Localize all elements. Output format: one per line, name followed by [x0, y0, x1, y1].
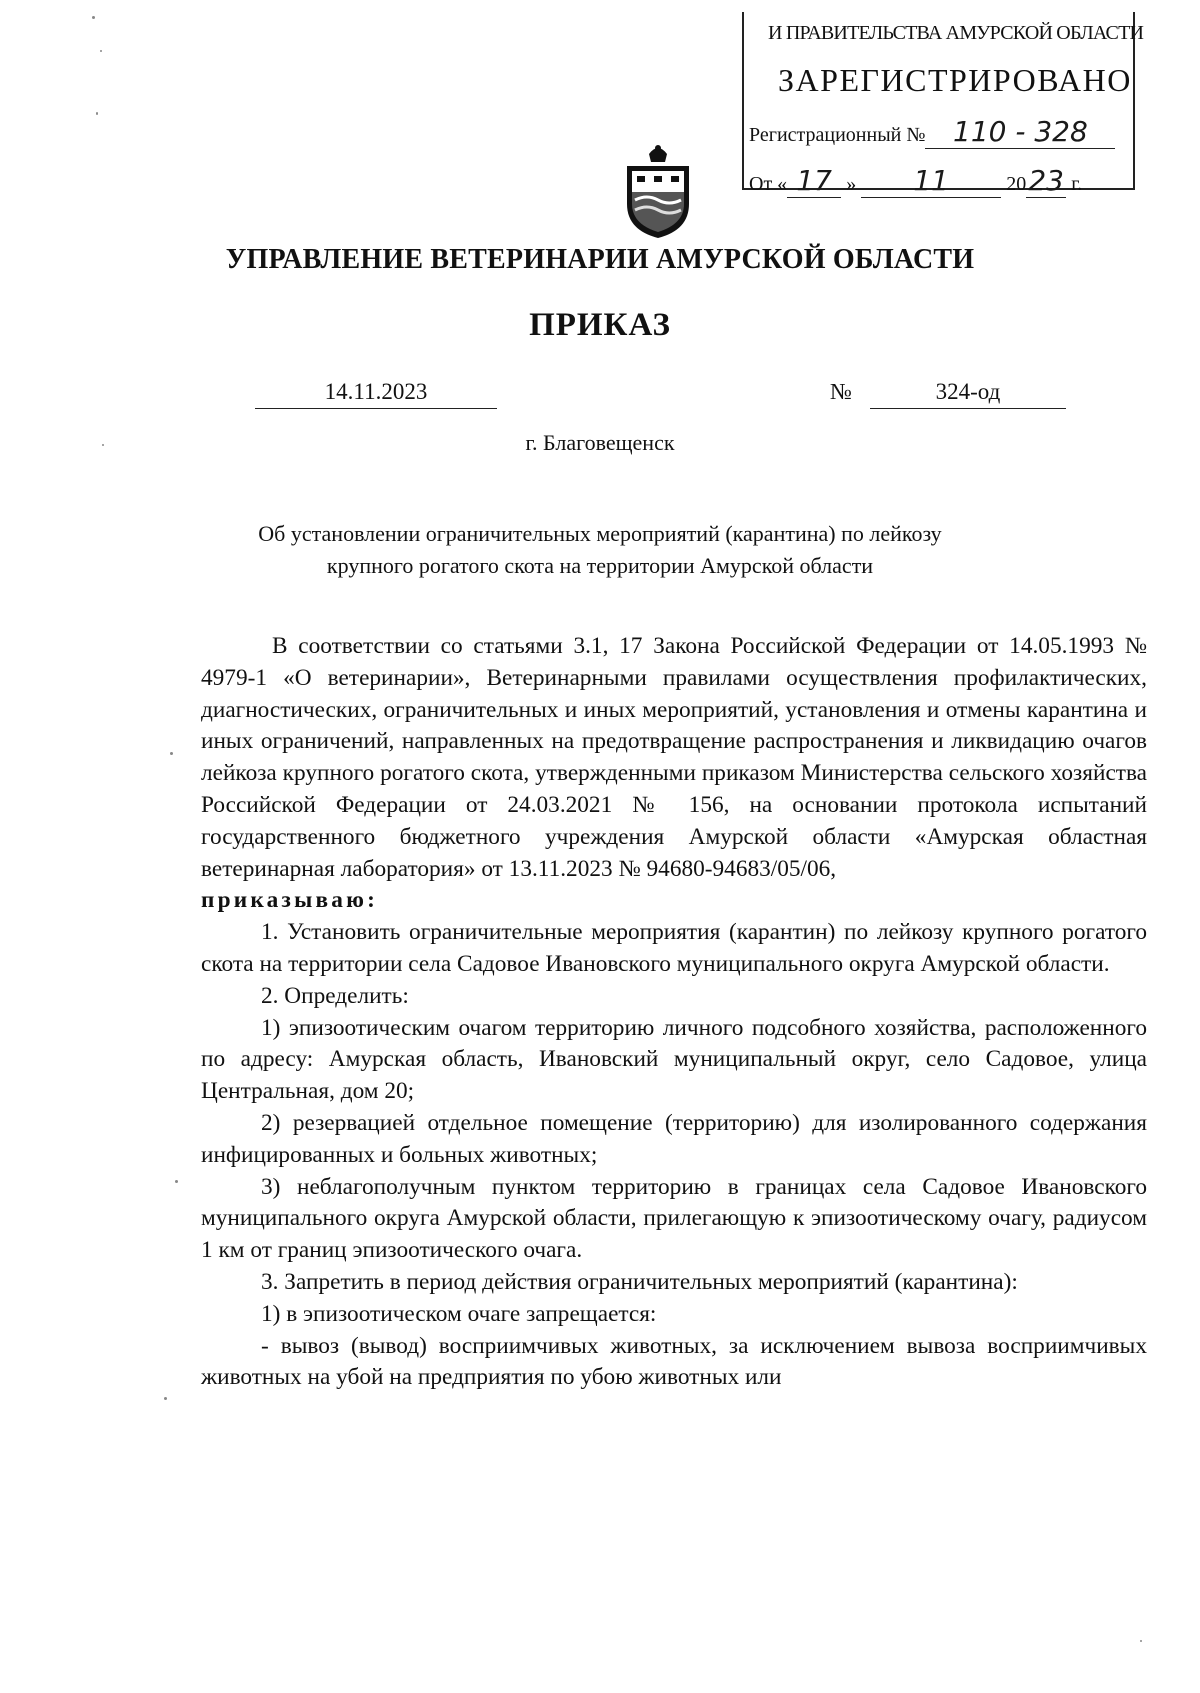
subject-line-1: Об установлении ограничительных мероприятий (карантина) по лейкозу [258, 521, 942, 546]
clause-3-1: 1) в эпизоотическом очаге запрещается: [261, 1300, 657, 1327]
clause-2: 2. Определить: [261, 982, 409, 1009]
stamp-reg-number-line [749, 115, 1115, 149]
preamble-paragraph: В соответствии со статьями 3.1, 17 Закона Российской Федерации от 14.05.1993 № 4979-1 «О ветеринарии», Ветеринарными правилами осуществления профилактических, диагностических, ограничительных и иных мероприятий, установления и отмены карантина и иных ограничений, направленных на предотвращение распространения и ликвидацию очагов лейкоза крупного рогатого скота, утвержденными приказом Министерства сельского хозяйства Российской Федерации от 24.03.2021 № 156, на основании протокола испытаний государственного бюджетного учреждения Амурской области «Амурская областная ветеринарная лаборатория» от 13.11.2023 № 94680-94683/05/06, [201, 633, 1147, 882]
stamp-status: ЗАРЕГИСТРИРОВАНО [778, 62, 1132, 98]
scan-speck [164, 1397, 167, 1400]
stamp-date-line [749, 164, 1129, 198]
scan-speck [102, 444, 104, 446]
agency-name: УПРАВЛЕНИЕ ВЕТЕРИНАРИИ АМУРСКОЙ ОБЛАСТИ [225, 244, 975, 275]
scan-speck [170, 752, 173, 755]
order-date: 14.11.2023 [255, 379, 497, 409]
scan-speck [175, 1180, 178, 1183]
stamp-organization: И ПРАВИТЕЛЬСТВА АМУРСКОЙ ОБЛАСТИ [768, 22, 1144, 44]
order-verb: приказываю: [201, 887, 379, 914]
stamp-reg-label: Регистрационный № [749, 124, 926, 146]
clause-2-2: 2) резервацией отдельное помещение (территорию) для изолированного содержания инфицированных и больных животных; [201, 1109, 1147, 1168]
city: г. Благовещенск [525, 430, 675, 455]
stamp-date-mid: » [846, 173, 857, 195]
order-body [201, 631, 1147, 1394]
document-type: ПРИКАЗ [529, 307, 671, 343]
stamp-year-suffix: 23 [1028, 164, 1064, 197]
stamp-date-day: 17 [796, 164, 832, 197]
clause-3: 3. Запретить в период действия ограничительных мероприятий (карантина): [261, 1268, 1018, 1295]
scan-speck [100, 50, 102, 52]
clause-2-3: 3) неблагополучным пунктом территорию в границах села Садовое Ивановского муниципального округа Амурской области, прилегающую к эпизоотическому очагу, радиусом 1 км от границ эпизоотического очага. [201, 1173, 1147, 1264]
order-subject [0, 518, 1200, 582]
scan-speck [1140, 1640, 1142, 1642]
scan-speck [92, 16, 95, 19]
clause-2-1: 1) эпизоотическим очагом территорию личного подсобного хозяйства, расположенного по адресу: Амурская область, Ивановский муниципальный округ, село Садовое, улица Центральная, дом 20; [201, 1014, 1147, 1105]
clause-3-1-a: - вывоз (вывод) восприимчивых животных, за исключением вывоза восприимчивых животных на убой на предприятия по убою животных или [201, 1332, 1147, 1391]
stamp-year-unit: г. [1071, 173, 1083, 195]
clause-1: 1. Установить ограничительные мероприятия (карантин) по лейкозу крупного рогатого скота на территории села Садовое Ивановского муниципального округа Амурской области. [201, 919, 1147, 977]
registration-stamp [742, 12, 1144, 197]
coat-of-arms-emblem [619, 140, 697, 240]
stamp-date-month: 11 [913, 164, 949, 197]
stamp-reg-number: 110 - 328 [953, 115, 1088, 148]
subject-line-2: крупного рогатого скота на территории Амурской области [326, 553, 874, 578]
scan-speck [96, 112, 98, 115]
order-number-sign: № [830, 379, 852, 404]
stamp-year-prefix: 20 [1006, 173, 1027, 195]
stamp-date-prefix: От « [749, 173, 788, 195]
order-number: 324-од [870, 379, 1066, 409]
